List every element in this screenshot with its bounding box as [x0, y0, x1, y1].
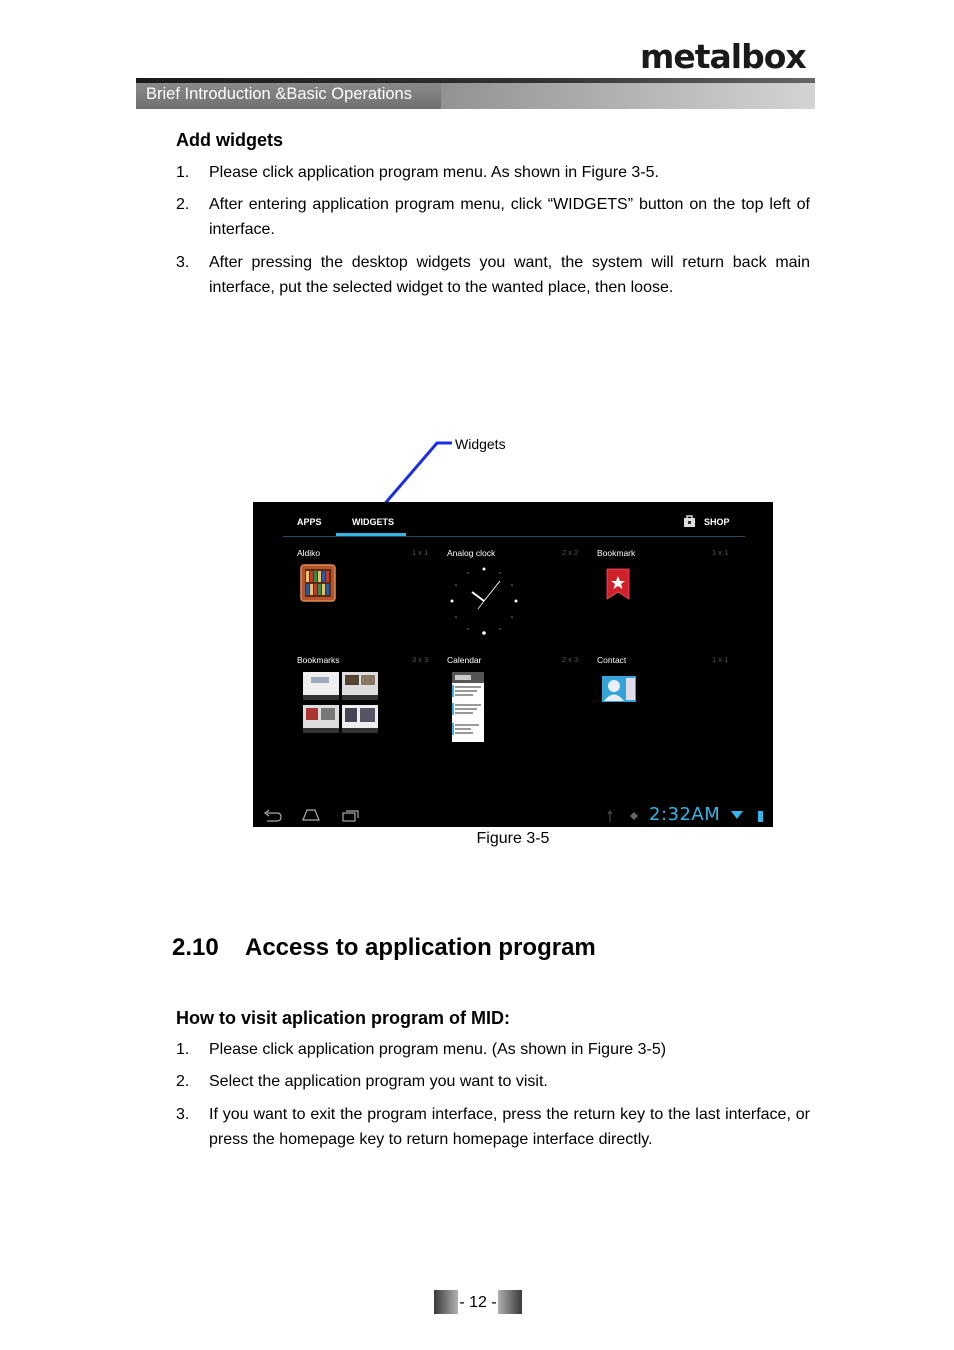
widget-name: Aldiko	[297, 548, 321, 558]
contact-icon[interactable]	[602, 676, 636, 702]
widget-name: Bookmarks	[297, 655, 340, 665]
svg-text:metalbox: metalbox	[640, 38, 806, 74]
shop-bag-icon[interactable]	[683, 514, 696, 527]
widget-size: 1 x 1	[412, 548, 429, 557]
analog-clock-icon[interactable]	[448, 565, 520, 637]
page-number: - 12 -	[459, 1294, 497, 1311]
tablet-screenshot	[253, 502, 773, 827]
calendar-icon[interactable]	[452, 672, 484, 742]
list-item	[176, 1037, 810, 1062]
figure-caption: Figure 3-5	[476, 830, 550, 847]
list-number: 2.	[176, 196, 190, 213]
list-text: After entering application program menu, click “WIDGETS” button on the top left of interface.	[209, 196, 810, 238]
back-icon[interactable]	[265, 810, 281, 821]
list-number: 2.	[176, 1073, 190, 1090]
widget-size: 2 x 3	[562, 655, 579, 664]
visit-heading: How to visit aplication program of MID:	[176, 1008, 511, 1028]
debug-icon	[630, 812, 638, 820]
section-number: 2.10	[172, 934, 219, 961]
section-title: Access to application program	[245, 934, 596, 961]
recent-apps-icon[interactable]	[343, 811, 358, 821]
widget-name: Contact	[597, 655, 627, 665]
widget-size: 1 x 1	[712, 655, 729, 664]
list-text: After pressing the desktop widgets you want, the system will return back main interface, put the selected widget to the wanted place, then loose.	[209, 254, 810, 296]
list-item	[176, 1069, 810, 1094]
list-number: 3.	[176, 254, 190, 271]
widget-name: Analog clock	[447, 548, 496, 558]
list-item	[176, 250, 810, 300]
page-number-box	[434, 1290, 522, 1314]
header-section-title: Brief Introduction &Basic Operations	[146, 85, 412, 103]
widget-size: 1 x 1	[712, 548, 729, 557]
list-item	[176, 160, 810, 185]
widget-size: 2 x 2	[562, 548, 579, 557]
tab-widgets[interactable]: WIDGETS	[352, 517, 394, 527]
home-icon[interactable]	[303, 810, 319, 820]
list-text: Please click application program menu. (As shown in Figure 3-5)	[209, 1041, 667, 1058]
tab-apps[interactable]: APPS	[297, 517, 322, 527]
list-text: Please click application program menu. As shown in Figure 3-5.	[209, 164, 659, 181]
header-bar	[136, 78, 815, 109]
add-widgets-heading: Add widgets	[176, 130, 283, 150]
widgets-annotation-label: Widgets	[455, 436, 506, 452]
battery-icon	[758, 811, 763, 822]
list-number: 1.	[176, 1041, 190, 1058]
wifi-icon	[731, 811, 743, 819]
status-clock: 2:32AM	[649, 804, 721, 825]
widget-name: Calendar	[447, 655, 482, 665]
bookshelf-icon[interactable]	[300, 564, 336, 602]
tab-widgets-underline	[336, 533, 406, 536]
list-number: 3.	[176, 1106, 190, 1123]
usb-icon	[608, 811, 612, 822]
list-number: 1.	[176, 164, 190, 181]
list-item	[176, 1102, 810, 1152]
shop-button[interactable]: SHOP	[704, 517, 730, 527]
metalbox-logo	[640, 38, 808, 74]
bookmark-icon[interactable]	[606, 568, 630, 600]
widget-size: 3 x 3	[412, 655, 429, 664]
bookmarks-grid-icon[interactable]	[303, 672, 379, 736]
section-heading	[172, 934, 596, 962]
list-item	[176, 192, 810, 242]
widget-name: Bookmark	[597, 548, 636, 558]
list-text: If you want to exit the program interface, press the return key to the last interface, or press the homepage key to return homepage interface directly.	[209, 1106, 810, 1148]
list-text: Select the application program you want to visit.	[209, 1073, 548, 1090]
